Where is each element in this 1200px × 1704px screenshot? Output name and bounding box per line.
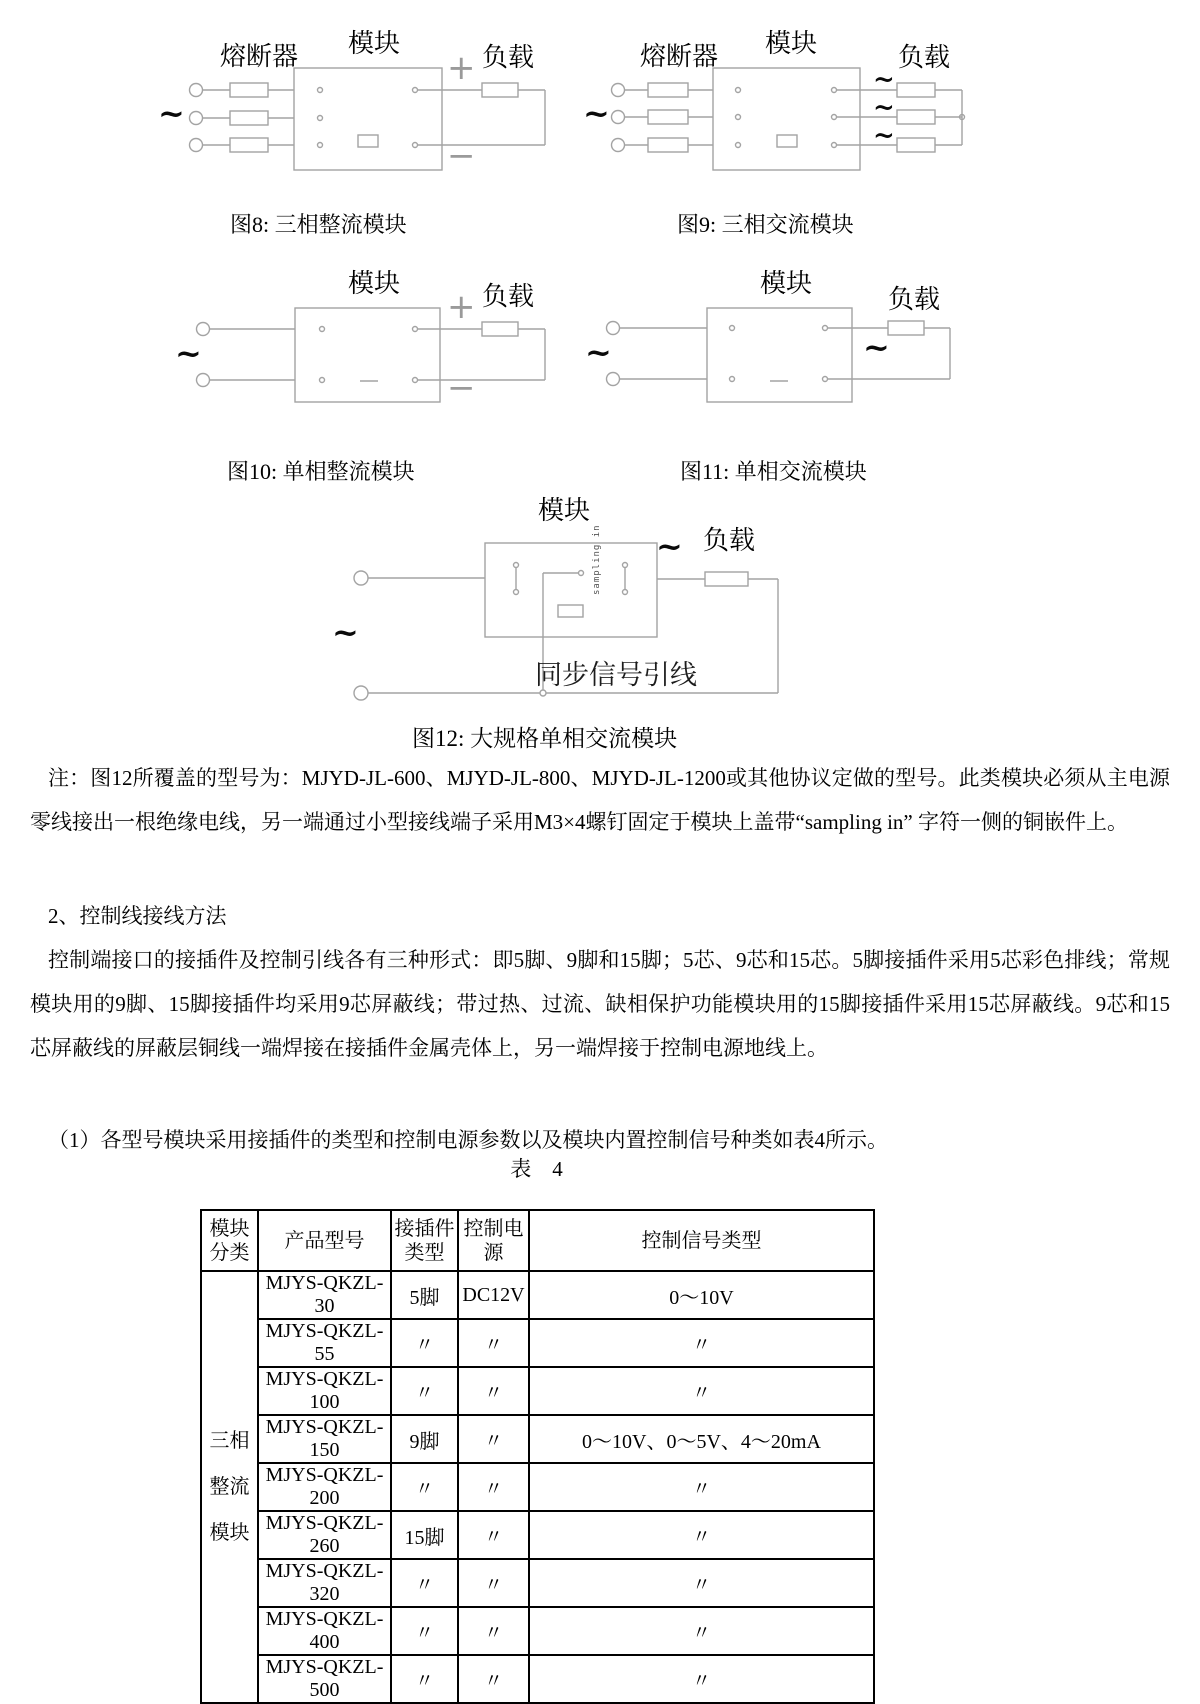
load-resistor [705, 572, 748, 586]
figure-12-caption: 图12: 大规格单相交流模块 [412, 726, 678, 751]
table-4-caption: 表 4 [510, 1157, 563, 1181]
table-4 [200, 1209, 875, 1704]
load-ac-symbol: ~ [873, 121, 895, 151]
load-label: 负载 [482, 43, 535, 72]
table-row [201, 1319, 874, 1367]
power-cell: 〃 [458, 1319, 529, 1367]
signal-cell: 〃 [529, 1511, 874, 1559]
figure-8-caption: 图8: 三相整流模块 [230, 212, 407, 237]
header-signal: 控制信号类型 [529, 1210, 874, 1271]
signal-cell: 〃 [529, 1607, 874, 1655]
table-row [201, 1463, 874, 1511]
fuse-label: 熔断器 [640, 42, 719, 71]
power-cell: 〃 [458, 1655, 529, 1703]
category-cell [201, 1271, 258, 1703]
table-row [201, 1559, 874, 1607]
fuse-symbol [230, 83, 268, 97]
header-connector: 接插件类型 [391, 1210, 458, 1271]
power-cell: 〃 [458, 1463, 529, 1511]
figure-11-caption: 图11: 单相交流模块 [680, 459, 867, 484]
minus-symbol: − [447, 136, 476, 176]
figure-9-caption: 图9: 三相交流模块 [677, 212, 854, 237]
figure-12-diagram [320, 495, 790, 710]
model-cell: MJYS-QKZL-55 [258, 1319, 391, 1367]
model-cell: MJYS-QKZL-100 [258, 1367, 391, 1415]
load-resistor [482, 83, 518, 97]
indicator-box [358, 135, 378, 147]
model-cell: MJYS-QKZL-400 [258, 1607, 391, 1655]
connector-cell: 〃 [391, 1367, 458, 1415]
table-row [201, 1511, 874, 1559]
plus-symbol: + [447, 48, 476, 88]
item-1-paragraph: （1）各型号模块采用接插件的类型和控制电源参数以及模块内置控制信号种类如表4所示。 [48, 1128, 888, 1152]
input-terminal [190, 112, 203, 125]
fuse-label: 熔断器 [220, 42, 299, 71]
signal-cell: 0～10V、0～5V、4～20mA [529, 1415, 874, 1463]
module-label: 模块 [348, 29, 401, 58]
input-terminal [612, 84, 625, 97]
input-terminal [354, 686, 368, 700]
connector-cell: 15脚 [391, 1511, 458, 1559]
ac-in-symbol: ~ [332, 613, 359, 651]
fuse-symbol [648, 83, 688, 97]
module-box [294, 68, 442, 170]
category-line: 整流 [209, 1476, 250, 1498]
plus-symbol: + [447, 287, 476, 327]
category-line: 模块 [209, 1522, 250, 1544]
load-label: 负载 [482, 282, 535, 311]
model-cell: MJYS-QKZL-260 [258, 1511, 391, 1559]
ac-out-symbol: ~ [863, 328, 890, 366]
section-heading: 2、控制线接线方法 [48, 904, 227, 928]
signal-cell: 〃 [529, 1367, 874, 1415]
figure-10-diagram [150, 270, 570, 415]
signal-cell: 〃 [529, 1463, 874, 1511]
power-cell: 〃 [458, 1559, 529, 1607]
input-terminal [612, 139, 625, 152]
signal-cell: 0～10V [529, 1271, 874, 1319]
load-resistor [482, 322, 518, 336]
category-line: 三相 [209, 1430, 250, 1452]
power-cell: 〃 [458, 1607, 529, 1655]
input-terminal [197, 374, 210, 387]
table-row [201, 1607, 874, 1655]
input-terminal [354, 571, 368, 585]
signal-cell: 〃 [529, 1319, 874, 1367]
load-resistor [897, 138, 935, 152]
module-label: 模块 [538, 496, 591, 525]
input-terminal [190, 84, 203, 97]
model-cell: MJYS-QKZL-150 [258, 1415, 391, 1463]
input-terminal [190, 139, 203, 152]
input-terminal [607, 373, 620, 386]
figure-11-diagram [560, 270, 990, 415]
load-resistor [888, 321, 924, 335]
fuse-symbol [648, 138, 688, 152]
fuse-symbol [230, 111, 268, 125]
input-terminal [612, 111, 625, 124]
sync-signal-label: 同步信号引线 [535, 660, 697, 690]
power-cell: DC12V [458, 1271, 529, 1319]
signal-cell: 〃 [529, 1655, 874, 1703]
connector-cell: 5脚 [391, 1271, 458, 1319]
power-cell: 〃 [458, 1367, 529, 1415]
module-label: 模块 [765, 29, 818, 58]
power-cell: 〃 [458, 1511, 529, 1559]
connector-cell: 〃 [391, 1607, 458, 1655]
module-label: 模块 [760, 269, 813, 298]
connector-cell: 〃 [391, 1655, 458, 1703]
fuse-symbol [648, 110, 688, 124]
ac-out-symbol: ~ [656, 527, 683, 565]
load-ac-symbol: ~ [873, 93, 895, 123]
load-label: 负载 [898, 43, 951, 72]
model-cell: MJYS-QKZL-320 [258, 1559, 391, 1607]
connector-cell: 9脚 [391, 1415, 458, 1463]
header-model: 产品型号 [258, 1210, 391, 1271]
figure-9-diagram [560, 28, 990, 178]
header-power: 控制电源 [458, 1210, 529, 1271]
fuse-symbol [230, 138, 268, 152]
load-label: 负载 [888, 285, 941, 314]
load-label: 负载 [703, 526, 756, 555]
note-paragraph: 注：图12所覆盖的型号为：MJYD-JL-600、MJYD-JL-800、MJYD-JL-1200或其他协议定做的型号。此类模块必须从主电源零线接出一根绝缘电线，另一端通过小型接线端子采用M3×4螺钉固定于模块上盖带“sampling in” 字符一侧的铜嵌件上。 [30, 766, 1170, 834]
connector-cell: 〃 [391, 1463, 458, 1511]
module-box [295, 308, 440, 402]
model-cell: MJYS-QKZL-200 [258, 1463, 391, 1511]
load-ac-symbol: ~ [873, 65, 895, 95]
connector-cell: 〃 [391, 1319, 458, 1367]
table-header-row [201, 1210, 874, 1271]
figure-8-diagram [150, 28, 570, 178]
module-box [707, 308, 852, 402]
model-cell: MJYS-QKZL-30 [258, 1271, 391, 1319]
model-cell: MJYS-QKZL-500 [258, 1655, 391, 1703]
module-label: 模块 [348, 269, 401, 298]
control-wiring-paragraph: 控制端接口的接插件及控制引线各有三种形式：即5脚、9脚和15脚；5芯、9芯和15芯。5脚接插件采用5芯彩色排线；常规模块用的9脚、15脚接插件均采用9芯屏蔽线；带过热、过流、缺相保护功能模块用的15脚接插件采用15芯屏蔽线。9芯和15芯屏蔽线的屏蔽层铜线一端焊接在接插件金属壳体上，另一端焊接于控制电源地线上。 [30, 948, 1170, 1060]
table-row [201, 1367, 874, 1415]
load-resistor [897, 110, 935, 124]
table-row [201, 1655, 874, 1703]
header-category: 模块分类 [201, 1210, 258, 1271]
module-box [485, 543, 657, 637]
figure-10-caption: 图10: 单相整流模块 [227, 459, 415, 484]
ac-symbol: ~ [158, 94, 185, 132]
table-row [201, 1415, 874, 1463]
connector-cell: 〃 [391, 1559, 458, 1607]
module-box [713, 68, 860, 170]
signal-cell: 〃 [529, 1559, 874, 1607]
sampling-in-label: sampling in [592, 524, 602, 595]
load-resistor [897, 83, 935, 97]
ac-symbol: ~ [583, 94, 610, 132]
ac-symbol: ~ [175, 334, 202, 372]
indicator-box [558, 605, 583, 617]
table-row [201, 1271, 874, 1319]
minus-symbol: − [447, 368, 476, 408]
power-cell: 〃 [458, 1415, 529, 1463]
ac-in-symbol: ~ [585, 333, 612, 371]
indicator-box [777, 135, 797, 147]
